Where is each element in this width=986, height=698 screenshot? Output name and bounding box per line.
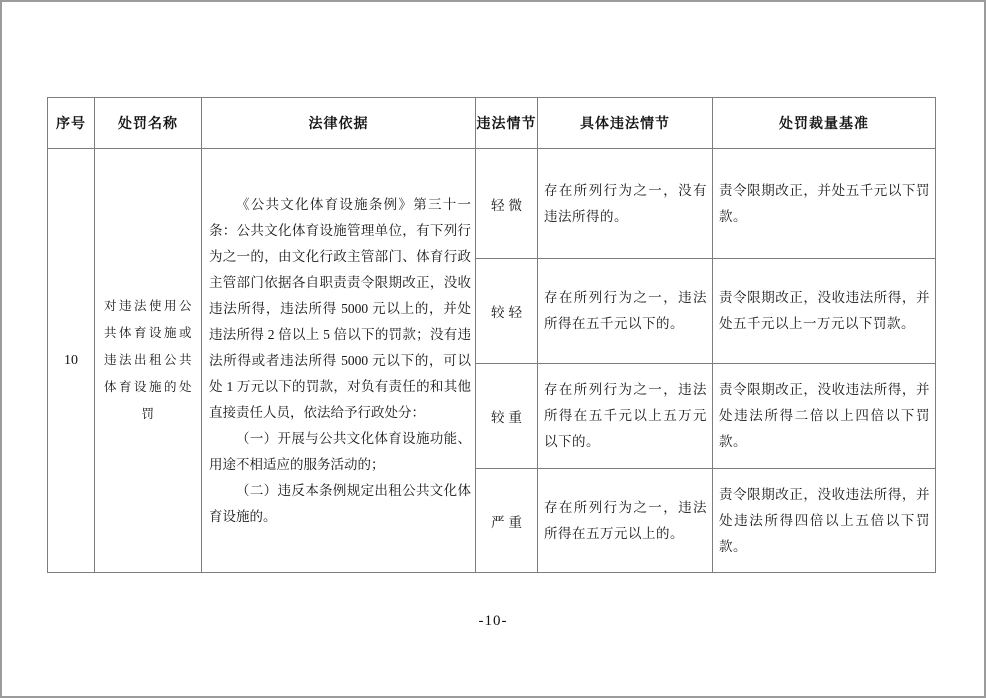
cell-penalty-benchmark: 责令限期改正，没收违法所得，并处违法所得四倍以上五倍以下罚款。 <box>713 469 936 573</box>
cell-violation-level: 较轻 <box>476 259 538 364</box>
header-violation-level: 违法情节 <box>476 98 538 149</box>
penalty-discretion-table <box>47 97 936 573</box>
cell-violation-detail: 存在所列行为之一，违法所得在五千元以上五万元以下的。 <box>538 364 713 469</box>
legal-basis-paragraph: 《公共文化体育设施条例》第三十一条：公共文化体育设施管理单位，有下列行为之一的，由文化行政主管部门、体育行政主管部门依据各自职责责令限期改正，没收违法所得，违法所得 5000 元以上的，并处违法所得 2 倍以上 5 倍以下的罚款；没有违法所得或者违法所得 5000 元以下的，可以处 1 万元以下的罚款，对负有责任的和其他直接责任人员，依法给予行政处分： <box>209 196 471 420</box>
cell-violation-detail: 存在所列行为之一，违法所得在五万元以上的。 <box>538 469 713 573</box>
legal-basis-item-2: （二）违反本条例规定出租公共文化体育设施的。 <box>209 482 471 524</box>
cell-penalty-benchmark: 责令限期改正，没收违法所得，并处违法所得二倍以上四倍以下罚款。 <box>713 364 936 469</box>
table-row <box>48 149 936 259</box>
legal-basis-item-1: （一）开展与公共文化体育设施功能、用途不相适应的服务活动的； <box>209 430 471 472</box>
table-header-row <box>48 98 936 149</box>
header-serial-number: 序号 <box>48 98 95 149</box>
cell-penalty-name: 对违法使用公共体育设施或违法出租公共体育设施的处罚 <box>95 149 202 573</box>
cell-legal-basis <box>202 149 476 573</box>
cell-violation-level: 严重 <box>476 469 538 573</box>
cell-violation-detail: 存在所列行为之一，违法所得在五千元以下的。 <box>538 259 713 364</box>
header-penalty-name: 处罚名称 <box>95 98 202 149</box>
header-penalty-benchmark: 处罚裁量基准 <box>713 98 936 149</box>
cell-violation-detail: 存在所列行为之一，没有违法所得的。 <box>538 149 713 259</box>
cell-penalty-benchmark: 责令限期改正，没收违法所得，并处五千元以上一万元以下罚款。 <box>713 259 936 364</box>
header-legal-basis: 法律依据 <box>202 98 476 149</box>
cell-serial-number: 10 <box>48 149 95 573</box>
page-number: -10- <box>478 613 508 629</box>
cell-penalty-benchmark: 责令限期改正，并处五千元以下罚款。 <box>713 149 936 259</box>
header-violation-detail: 具体违法情节 <box>538 98 713 149</box>
cell-violation-level: 轻微 <box>476 149 538 259</box>
cell-violation-level: 较重 <box>476 364 538 469</box>
